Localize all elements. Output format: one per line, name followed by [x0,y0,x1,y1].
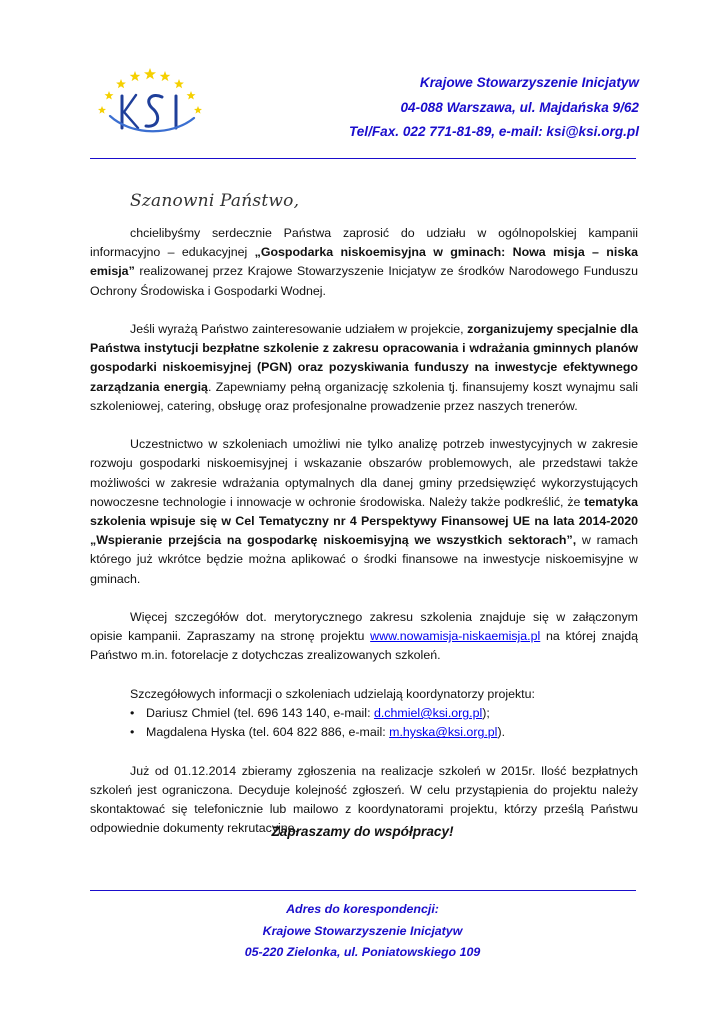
paragraph-invitation [90,224,638,301]
letter-body [90,224,638,858]
training-offer-highlight: zorganizujemy specjalnie dla Państwa instytucji bezpłatne szkolenie z zakresu opracowania i wdrażania gminnych planów gospodarki niskoemisyjnej (PGN) oraz pozyskiwania funduszy na inwestycje efektywnego zarządzania energią [90,322,638,394]
p1-text-a: chcielibyśmy serdecznie Państwa zaprosić do udziału w ogólnopolskiej kampanii informacyjno – edukacyjnej [90,226,638,260]
coordinator-2-details: Magdalena Hyska (tel. 604 822 886, e-mail: [146,725,390,740]
eu-objective-highlight: tematyka szkolenia wpisuje się w Cel Tematyczny nr 4 Perspektywy Finansowej UE na lata 2014-2020 „Wspieranie przejścia na gospodarkę niskoemisyjną we wszystkich sektorach”, [90,494,638,548]
footer-label: Adres do korespondencji: [286,902,439,916]
coordinator-1-email-link[interactable]: d.chmiel@ksi.org.pl [373,706,483,721]
correspondence-address [0,899,725,964]
coordinator-1-tail: ); [482,706,490,721]
org-contact: Tel/Fax. 022 771-81-89, e-mail: ksi@ksi.org.pl [348,124,639,139]
list-item [130,704,638,723]
p3-text-a: Uczestnictwo w szkoleniach umożliwi nie tylko analizę potrzeb inwestycyjnych w zakresie rozwoju gospodarki niskoemisyjnej i wskazanie obszarów problemowych, ale przedstawi także możliwości w zakresie wdrażania optymalnych dla danej gminy przedsięwzięć wykorzystujących nowoczesne technologie i innowacje w ochronie środowiska. Należy także podkreślić, że [90,437,638,509]
coordinator-2-email-link[interactable]: m.hyska@ksi.org.pl [389,725,498,740]
ksi-logo [92,66,208,136]
footer-org-name: Krajowe Stowarzyszenie Inicjatyw [262,923,463,938]
p4-text-a: Więcej szczegółów dot. merytorycznego zakresu szkolenia znajduje się w załączonym opisie kampanii. Zapraszamy na stronę projektu [90,610,638,644]
closing-line: Zapraszamy do współpracy! [271,824,454,839]
p2-text-c: . Zapewniamy pełną organizację szkolenia tj. finansujemy koszt wynajmu sali szkoleniowej, catering, obsługę oraz profesjonalne prowadzenie przez naszych trenerów. [90,379,638,413]
coordinator-1-details: Dariusz Chmiel (tel. 696 143 140, e-mail: [146,706,374,721]
salutation: Szanowni Państwo, [130,191,300,211]
coordinators-list [90,704,638,742]
paragraph-benefits [90,435,638,589]
coordinators-intro: Szczegółowych informacji o szkoleniach udzielają koordynatorzy projektu: [130,686,535,701]
list-item [130,723,638,742]
project-website-link[interactable]: www.nowamisja-niskaemisja.pl [370,629,541,644]
paragraph-registration: Już od 01.12.2014 zbieramy zgłoszenia na realizacje szkoleń w 2015r. Ilość bezpłatnych szkoleń jest ograniczona. Decyduje kolejność zgłoszeń. W celu przystąpienia do projektu należy skontaktować się telefonicznie lub mailowo z koordynatorami projektu, którzy prześlą Państwu odpowiednie dokumenty rekrutacyjne. [90,763,638,836]
p2-text-a: Jeśli wyrażą Państwo zainteresowanie udziałem w projekcie, [130,322,468,336]
footer-divider [90,890,636,891]
p4-text-c: na której znajdą Państwo m.in. fotorelacje z dotychczas zrealizowanych szkoleń. [90,629,639,663]
org-name: Krajowe Stowarzyszenie Inicjatyw [419,75,639,90]
header-divider [90,158,636,159]
org-contact-block [349,71,639,145]
campaign-title: „Gospodarka niskoemisyjna w gminach: Nowa misja – niska emisja” [90,245,638,279]
letterhead [0,0,725,170]
paragraph-project-website [90,608,638,666]
paragraph-training-offer [90,320,638,416]
footer-address: 05-220 Zielonka, ul. Poniatowskiego 109 [244,945,481,959]
org-address: 04-088 Warszawa, ul. Majdańska 9/62 [400,99,639,115]
p3-text-c: w ramach którego już wkrótce będzie można aplikować o środki finansowe na inwestycje niskoemisyjne w gminach. [90,533,638,586]
ksi-letters [110,95,194,131]
coordinator-2-tail: ). [497,725,506,740]
p1-text-c: realizowanej przez Krajowe Stowarzyszenie Inicjatyw ze środków Narodowego Funduszu Ochrony Środowiska i Gospodarki Wodnej. [90,264,638,298]
